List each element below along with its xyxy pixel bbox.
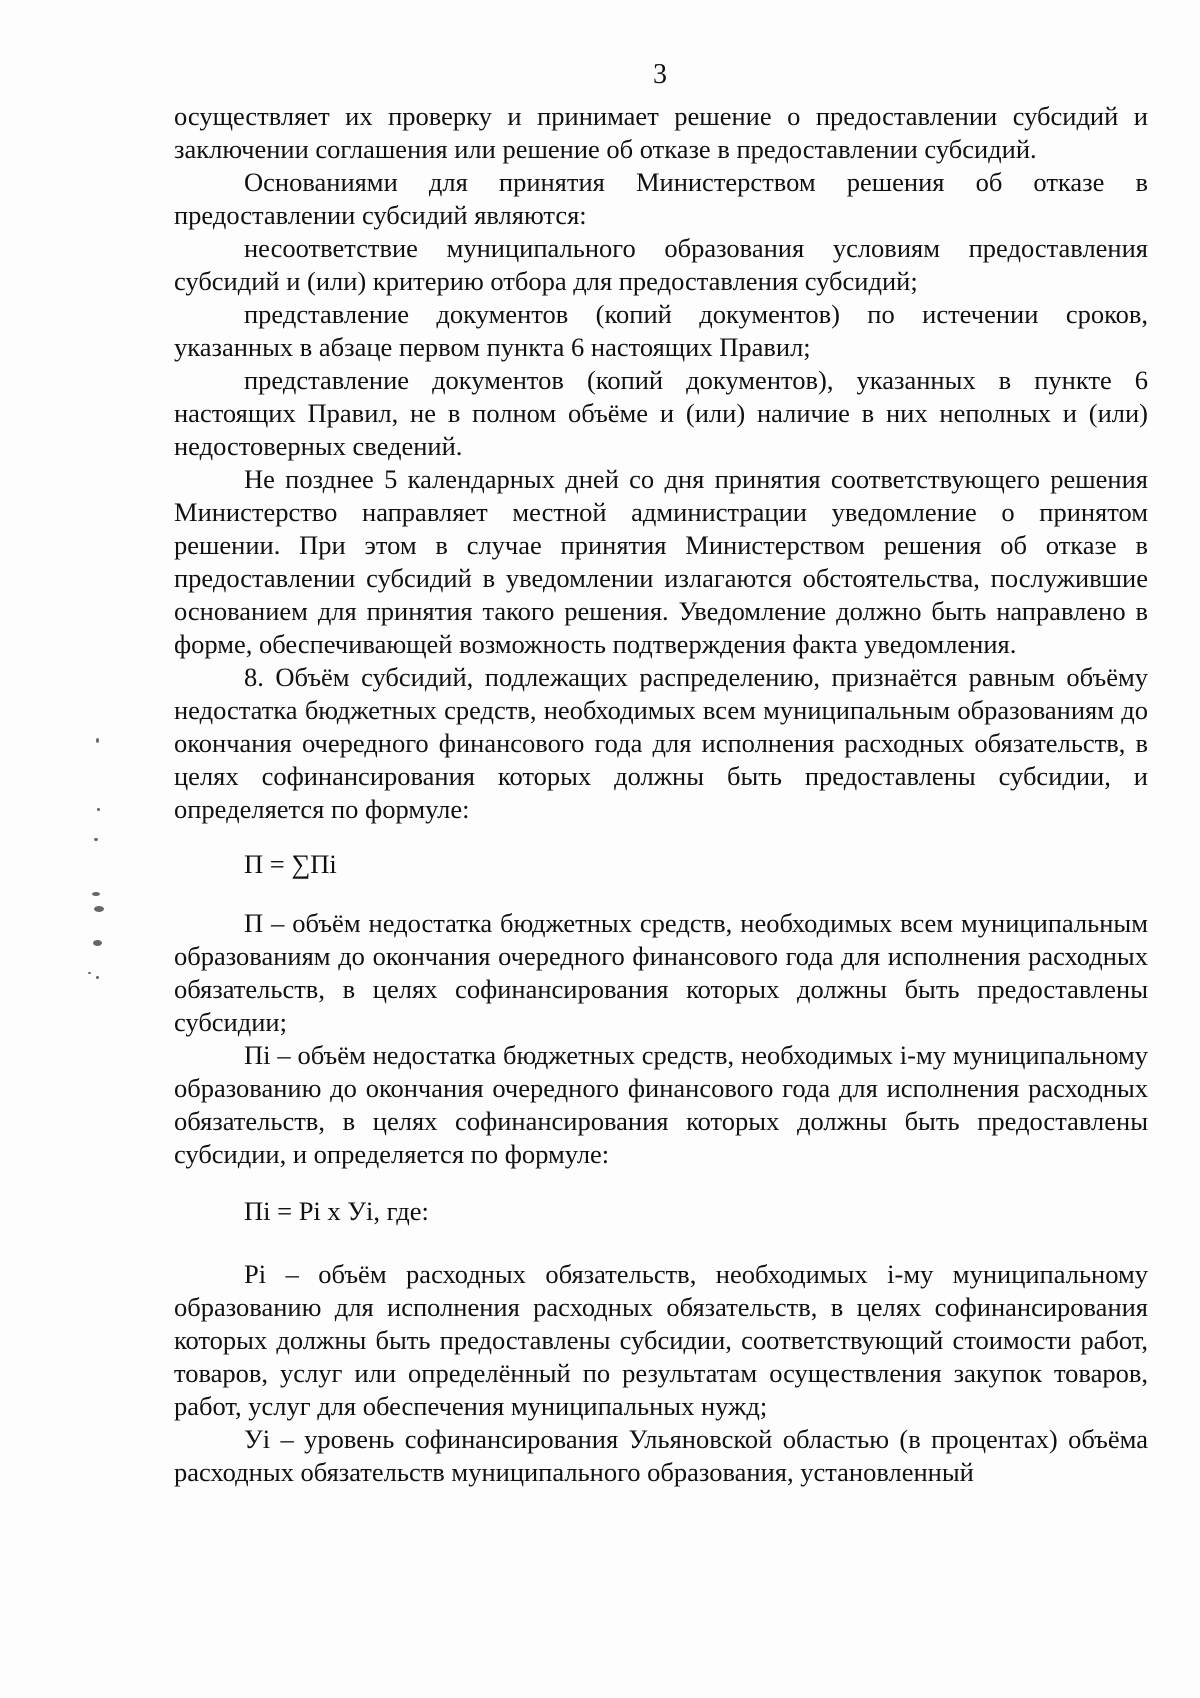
scan-speck — [97, 808, 100, 811]
formula-individual: Пi = Рi х Уi, где: — [244, 1196, 429, 1226]
paragraph-refusal-ground-1: несоответствие муниципального образования условиям предоставления субсидий и (или) критерию отбора для предоставления субсидий; — [174, 233, 1148, 296]
scan-speck — [93, 940, 102, 946]
document-body — [174, 100, 1148, 1489]
paragraph-definition-p: П – объём недостатка бюджетных средств, необходимых всем муниципальным образованиям до окончания очередного финансового года для исполнения расходных обязательств, в целях софинансирования которых должны быть предоставлены субсидии; — [174, 908, 1148, 1037]
formula-total: П = ∑Пi — [244, 849, 337, 879]
paragraph-review-decision: осуществляет их проверку и принимает решение о предоставлении субсидий и заключении соглашения или решение об отказе в предоставлении субсидий. — [174, 101, 1148, 164]
scan-speck — [96, 738, 99, 743]
scan-speck — [92, 892, 100, 896]
paragraph-definition-pi: Пi – объём недостатка бюджетных средств, необходимых i-му муниципальному образованию до окончания очередного финансового года для исполнения расходных обязательств, в целях софинансирования которых должны быть предоставлены субсидии, и определяется по формуле: — [174, 1040, 1148, 1169]
scan-speck — [96, 976, 99, 979]
paragraph-definition-ri: Рi – объём расходных обязательств, необходимых i-му муниципальному образованию для исполнения расходных обязательств, в целях софинансирования которых должны быть предоставлены субсидии, соответствующий стоимости работ, товаров, услуг или определённый по результатам осуществления закупок товаров, работ, услуг для обеспечения муниципальных нужд; — [174, 1259, 1148, 1421]
scan-speck — [94, 906, 104, 912]
paragraph-definition-yi: Уi – уровень софинансирования Ульяновской областью (в процентах) объёма расходных обязательств муниципального образования, установленный — [174, 1424, 1148, 1487]
paragraph-refusal-ground-3: представление документов (копий документов), указанных в пункте 6 настоящих Правил, не в полном объёме и (или) наличие в них неполных и (или) недостоверных сведений. — [174, 365, 1148, 461]
paragraph-refusal-grounds-intro: Основаниями для принятия Министерством решения об отказе в предоставлении субсидий являются: — [174, 167, 1148, 230]
paragraph-notification: Не позднее 5 календарных дней со дня принятия соответствующего решения Министерство направляет местной администрации уведомление о принятом решении. При этом в случае принятия Министерством решения об отказе в предоставлении субсидий в уведомлении излагаются обстоятельства, послужившие основанием для принятия такого решения. Уведомление должно быть направлено в форме, обеспечивающей возможность подтверждения факта уведомления. — [174, 464, 1148, 659]
scan-speck — [94, 838, 98, 841]
page-number: 3 — [653, 59, 667, 90]
paragraph-refusal-ground-2: представление документов (копий документов) по истечении сроков, указанных в абзаце первом пункта 6 настоящих Правил; — [174, 299, 1148, 362]
scan-speck — [88, 972, 91, 974]
paragraph-item-8: 8. Объём субсидий, подлежащих распределению, признаётся равным объёму недостатка бюджетных средств, необходимых всем муниципальным образованиям до окончания очередного финансового года для исполнения расходных обязательств, в целях софинансирования которых должны быть предоставлены субсидии, и определяется по формуле: — [174, 662, 1148, 824]
